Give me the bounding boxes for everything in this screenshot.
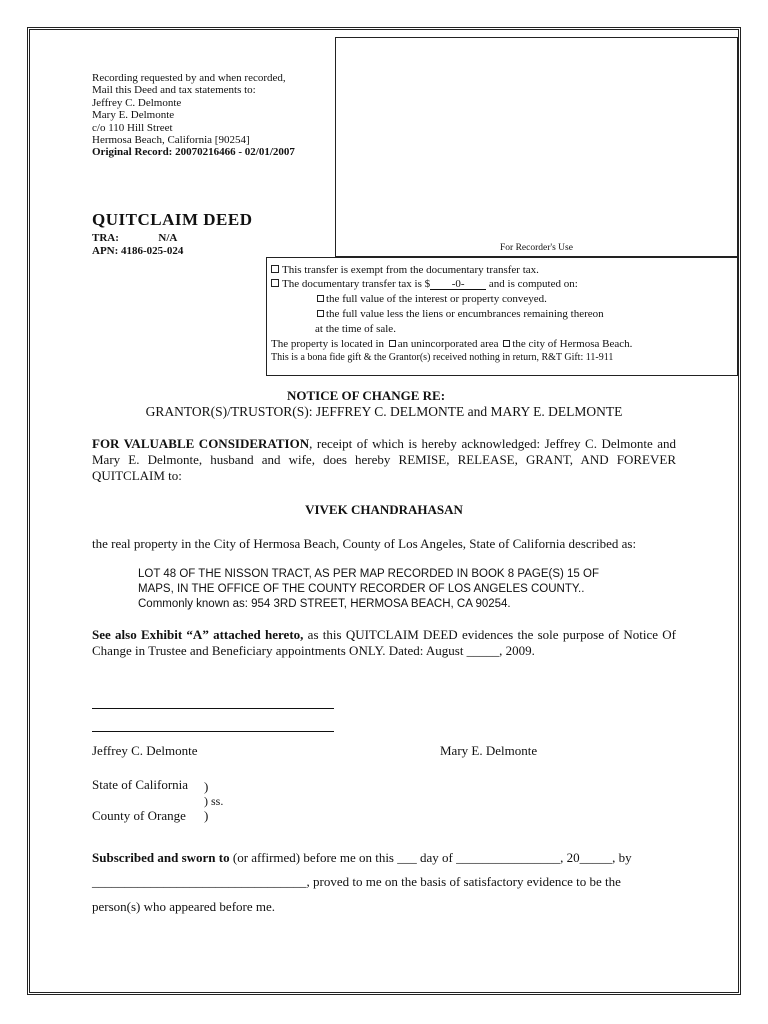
venue-paren-1: ) <box>204 779 209 794</box>
location-suffix: the city of Hermosa Beach. <box>512 338 633 350</box>
signer-name-2: Mary E. Delmonte <box>440 743 538 758</box>
signature-line-2[interactable] <box>92 731 334 732</box>
exhibit-paragraph <box>92 627 676 659</box>
recording-name-2: Mary E. Delmonte <box>92 109 175 122</box>
tax-option-2b: at the time of sale. <box>315 323 396 335</box>
checkbox-icon[interactable] <box>317 310 324 317</box>
property-intro: the real property in the City of Hermosa Beach, County of Los Angeles, State of California described as: <box>92 536 637 551</box>
checkbox-icon[interactable] <box>271 265 279 273</box>
tax-amount: -0- <box>430 278 486 290</box>
legal-line-2: MAPS, IN THE OFFICE OF THE COUNTY RECORDER OF LOS ANGELES COUNTY.. <box>138 583 585 595</box>
exhibit-bold: See also Exhibit “A” attached hereto, <box>92 627 304 642</box>
legal-line-3: Commonly known as: 954 3RD STREET, HERMOSA BEACH, CA 90254. <box>138 598 511 610</box>
gift-line: This is a bona fide gift & the Grantor(s) received nothing in return, R&T Gift: 11-911 <box>271 352 614 363</box>
jurat-line-3: person(s) who appeared before me. <box>92 899 276 914</box>
checkbox-icon[interactable] <box>317 295 324 302</box>
tax-option-2-text: the full value less the liens or encumbrances remaining thereon <box>326 308 604 320</box>
original-record: Original Record: 20070216466 - 02/01/2007 <box>92 146 295 159</box>
legal-line-1: LOT 48 OF THE NISSON TRACT, AS PER MAP RECORDED IN BOOK 8 PAGE(S) 15 OF <box>138 568 599 580</box>
checkbox-icon[interactable] <box>271 279 279 287</box>
recorder-use-box <box>335 37 738 257</box>
tra-value: N/A <box>158 232 178 244</box>
tax-amount-line <box>271 278 578 290</box>
consideration-bold: FOR VALUABLE CONSIDERATION <box>92 436 310 451</box>
consideration-text: , receipt of which is hereby acknowledged: Jeffrey C. Delmonte and Mary E. Delmonte, husband and wife, does hereby REMISE, RELEASE, GRANT, AND FOREVER QUITCLAIM to: <box>92 436 677 483</box>
legal-description <box>138 567 599 612</box>
recording-address-2: Hermosa Beach, California [90254] <box>92 134 250 147</box>
venue-paren-2: ) <box>204 808 209 823</box>
location-mid: an unincorporated area <box>397 338 499 350</box>
jurat-bold: Subscribed and sworn to <box>92 850 230 865</box>
signer-name-1: Jeffrey C. Delmonte <box>92 743 198 758</box>
tax-prefix: The documentary transfer tax is $ <box>282 278 431 290</box>
jurat-line-1 <box>92 850 632 866</box>
recording-block <box>92 72 332 159</box>
location-line <box>271 338 632 350</box>
recording-line-2: Mail this Deed and tax statements to: <box>92 84 256 97</box>
tax-box <box>266 257 738 376</box>
recording-name-1: Jeffrey C. Delmonte <box>92 96 182 109</box>
checkbox-icon[interactable] <box>389 340 396 347</box>
signature-line-1[interactable] <box>92 708 334 709</box>
notice-heading: NOTICE OF CHANGE RE: <box>286 388 446 403</box>
consideration-paragraph <box>92 436 676 484</box>
recording-address-1: c/o 110 Hill Street <box>92 121 173 134</box>
recording-line-1: Recording requested by and when recorded, <box>92 72 286 84</box>
tra-label: TRA: <box>92 232 119 244</box>
jurat-line-2: _________________________________, proved to me on the basis of satisfactory evidence to be the <box>92 874 621 889</box>
checkbox-icon[interactable] <box>503 340 510 347</box>
venue-ss: ) ss. <box>204 794 224 808</box>
tra-line <box>92 232 177 244</box>
notice-grantors: GRANTOR(S)/TRUSTOR(S): JEFFREY C. DELMONTE and MARY E. DELMONTE <box>145 404 623 419</box>
tax-option-2 <box>315 308 604 320</box>
jurat-text-1: (or affirmed) before me on this ___ day of ________________, 20_____, by <box>229 850 632 865</box>
location-prefix: The property is located in <box>271 338 385 350</box>
exhibit-text: as this QUITCLAIM DEED evidences the sole purpose of Notice Of Change in Trustee and Beneficiary appointments ONLY. Dated: August _____, 2009. <box>92 627 676 658</box>
tax-exempt-line <box>271 264 539 276</box>
recorder-use-label: For Recorder's Use <box>500 243 573 253</box>
tax-exempt-text: This transfer is exempt from the documentary transfer tax. <box>282 264 539 276</box>
tax-option-1-text: the full value of the interest or property conveyed. <box>326 293 547 305</box>
deed-title: QUITCLAIM DEED <box>92 210 253 229</box>
venue-state: State of California <box>92 777 189 792</box>
grantee-name: VIVEK CHANDRAHASAN <box>305 502 463 517</box>
apn-line: APN: 4186-025-024 <box>92 245 184 257</box>
venue-county: County of Orange <box>92 808 186 823</box>
tax-suffix: and is computed on: <box>488 278 578 290</box>
tax-option-1 <box>315 293 547 305</box>
